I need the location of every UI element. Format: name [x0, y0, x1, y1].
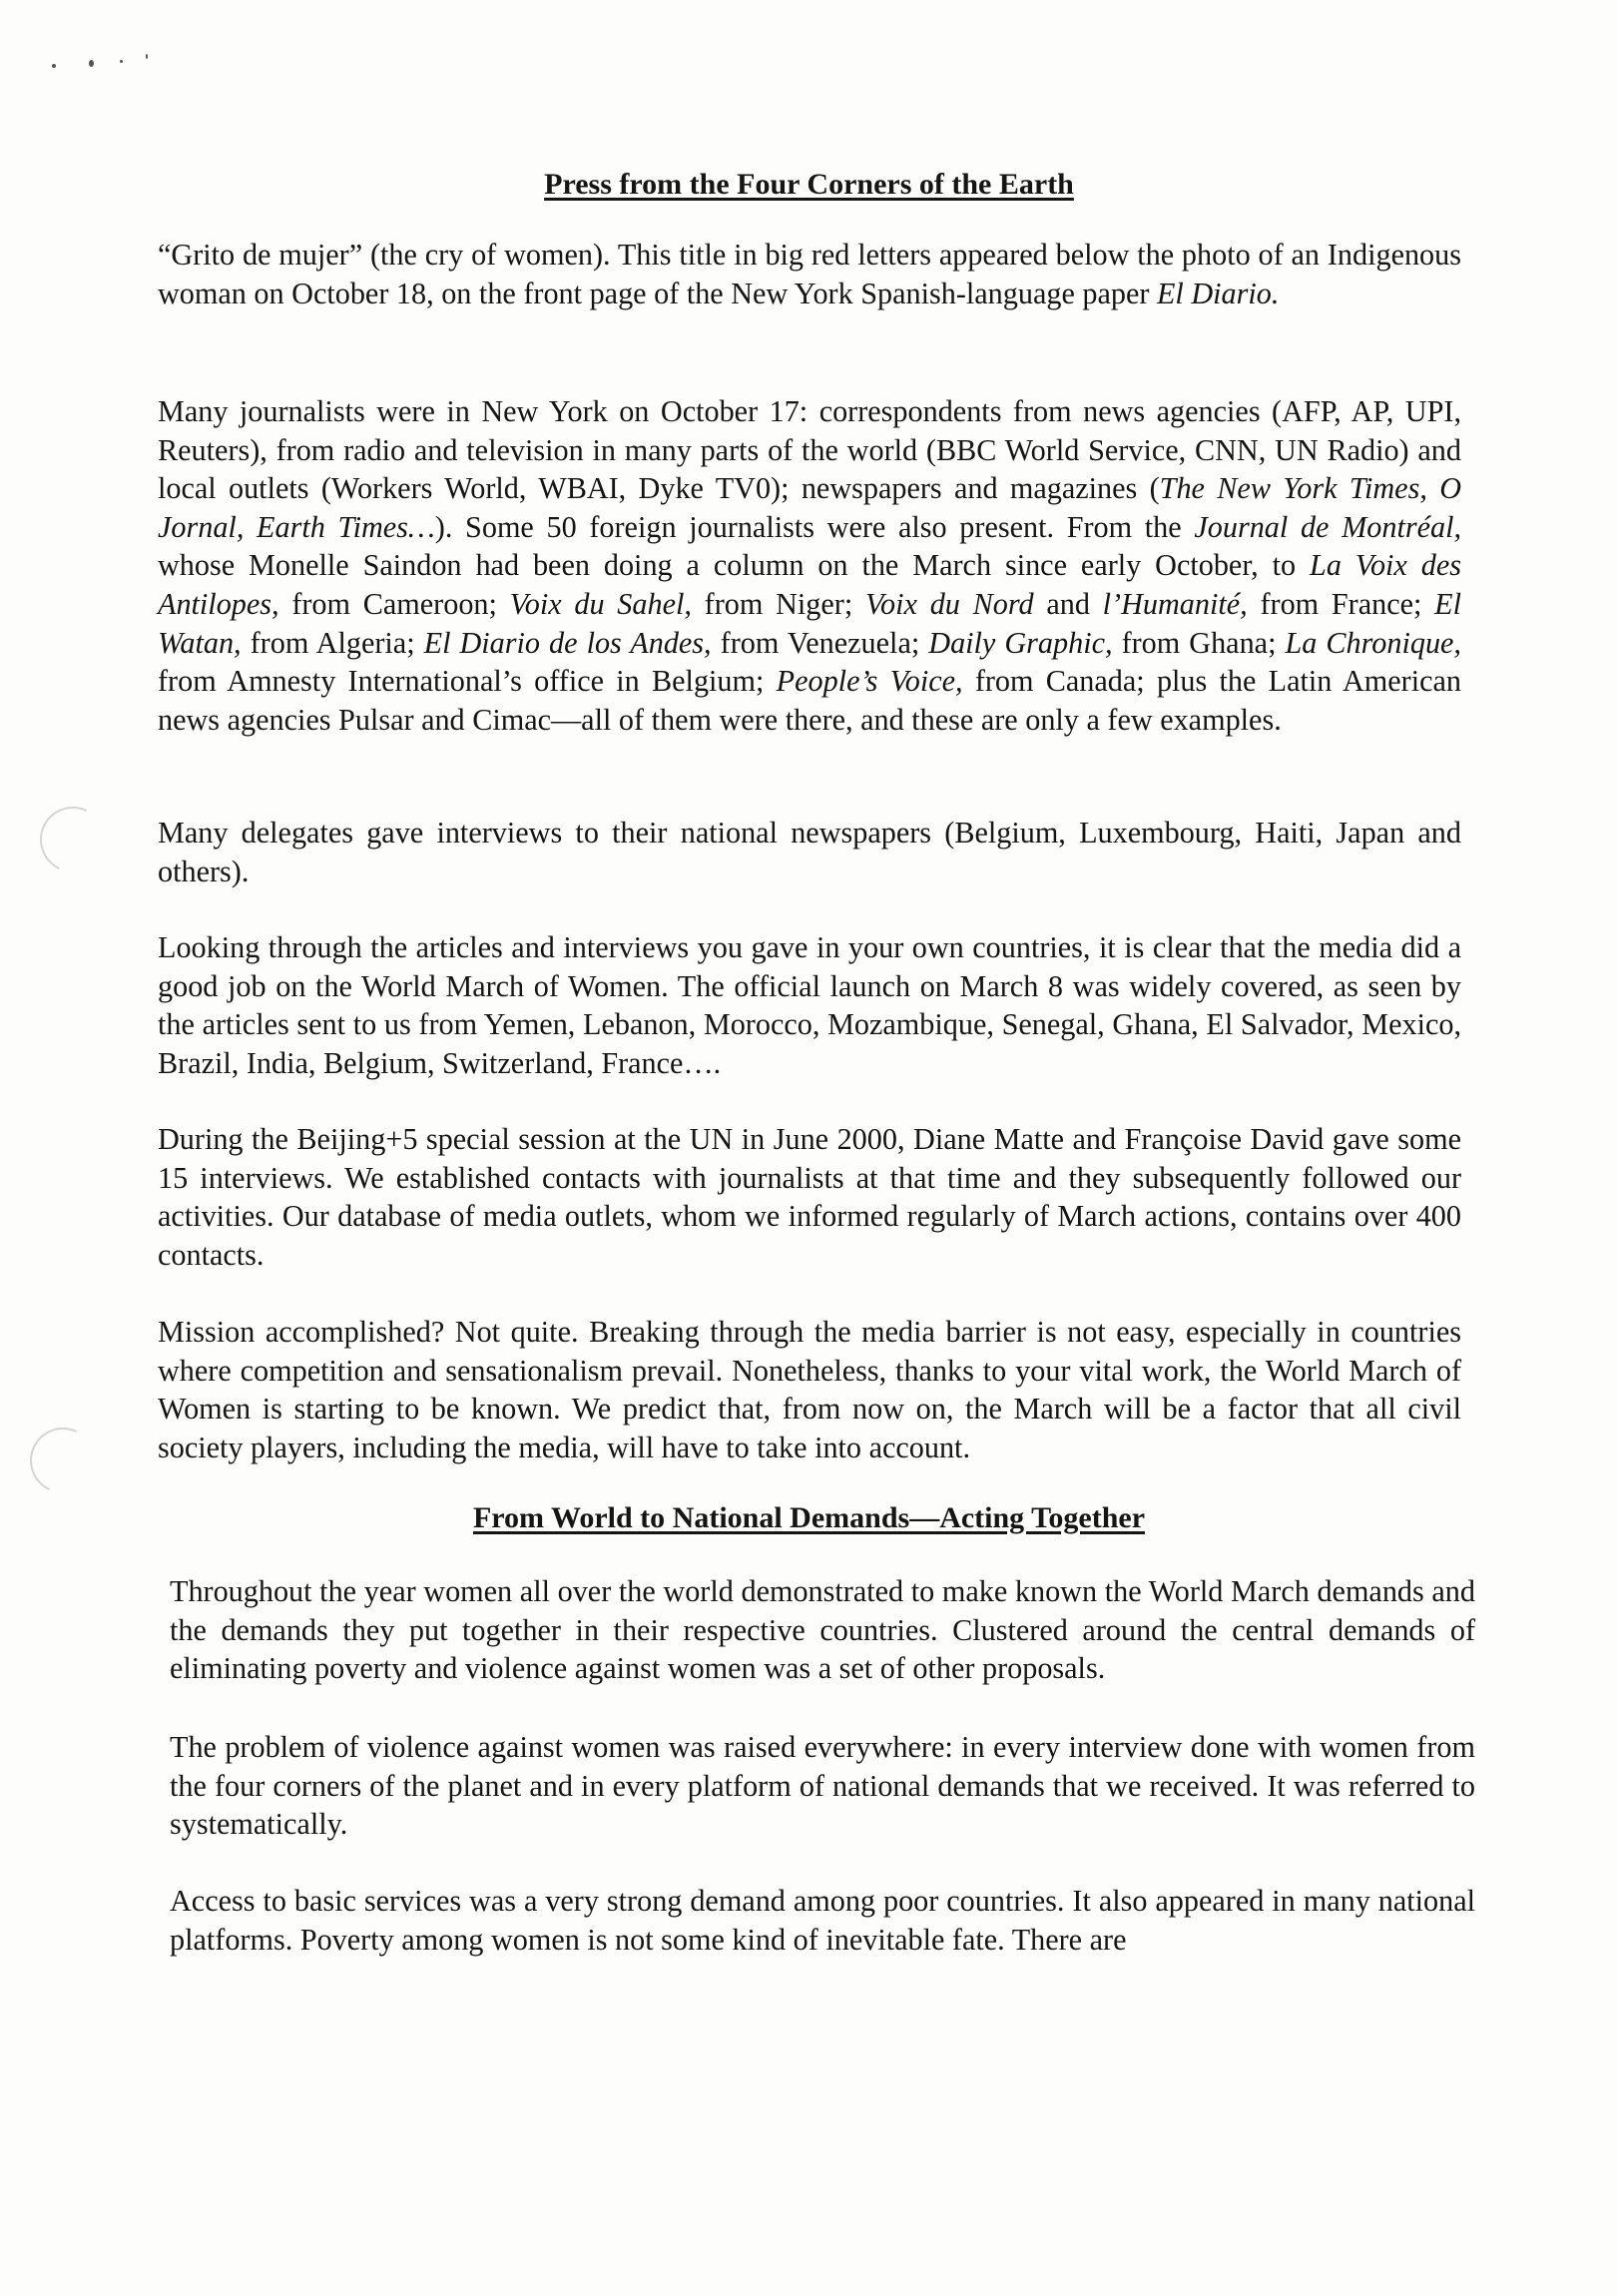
scan-speck: [52, 64, 56, 68]
paragraph-mission: Mission accomplished? Not quite. Breaking through the media barrier is not easy, especially in countries where competition and sensationalism prevail. Nonetheless, thanks to your vital work, the World March of Women is starting to be known. We predict that, from now on, the March will be a factor that all civil society players, including the media, will have to take into account.: [158, 1315, 1461, 1464]
paragraph-throughout: Throughout the year women all over the world demonstrated to make known the World March demands and the demands they put together in their respective countries. Clustered around the central demands of eliminating poverty and violence against women was a set of other proposals.: [170, 1574, 1475, 1686]
paragraph-beijing: During the Beijing+5 special session at the UN in June 2000, Diane Matte and Françoise David gave some 15 interviews. We established contacts with journalists at that time and they subsequently followed our activities. Our database of media outlets, whom we informed regularly of March actions, contains over 400 contacts.: [158, 1122, 1461, 1272]
paragraph-basic-services: Access to basic services was a very strong demand among poor countries. It also appeared in many national platforms. Poverty among women is not some kind of inevitable fate. There are: [170, 1884, 1475, 1957]
paragraph-journalists: Many journalists were in New York on October 17: correspondents from news agencies (AFP, AP, UPI, Reuters), from radio and television in many parts of the world (BBC World Service, CNN, UN Radio) and local outlets (Workers World, WBAI, Dyke TV0); newspapers and magazines (The New York Times, O Jornal, Earth Times…). Some 50 foreign journalists were also present. From the Journal de Montréal, whose Monelle Saindon had been doing a column on the March since early October, to La Voix des Antilopes, from Cameroon; Voix du Sahel, from Niger; Voix du Nord and l’Humanité, from France; El Watan, from Algeria; El Diario de los Andes, from Venezuela; Daily Graphic, from Ghana; La Chronique, from Amnesty International’s office in Belgium; People’s Voice, from Canada; plus the Latin American news agencies Pulsar and Cimac—all of them were there, and these are only a few examples.: [158, 394, 1462, 737]
paragraph-violence: The problem of violence against women was raised everywhere: in every interview done with women from the four corners of the planet and in every platform of national demands that we received. It was referred to systematically.: [170, 1730, 1475, 1842]
scan-speck: [120, 60, 123, 63]
section-heading-press: Press from the Four Corners of the Earth: [544, 168, 1074, 201]
section-heading-demands: From World to National Demands—Acting Together: [472, 1501, 1146, 1534]
punch-hole-mark: [31, 798, 116, 882]
scan-speck: [89, 60, 94, 67]
paragraph-articles: Looking through the articles and interviews you gave in your own countries, it is clear that the media did a good job on the World March of Women. The official launch on March 8 was widely covered, as seen by the articles sent to us from Yemen, Lebanon, Morocco, Mozambique, Senegal, Ghana, El Salvador, Mexico, Brazil, India, Belgium, Switzerland, France….: [158, 930, 1461, 1080]
scan-speck: [146, 54, 148, 59]
paragraph-delegates: Many delegates gave interviews to their national newspapers (Belgium, Luxembourg, Haiti, Japan and others).: [158, 816, 1461, 888]
paragraph-grito: “Grito de mujer” (the cry of women). This title in big red letters appeared below the photo of an Indigenous woman on October 18, on the front page of the New York Spanish-language paper El Diario.: [158, 238, 1461, 310]
punch-hole-mark: [21, 1419, 106, 1503]
